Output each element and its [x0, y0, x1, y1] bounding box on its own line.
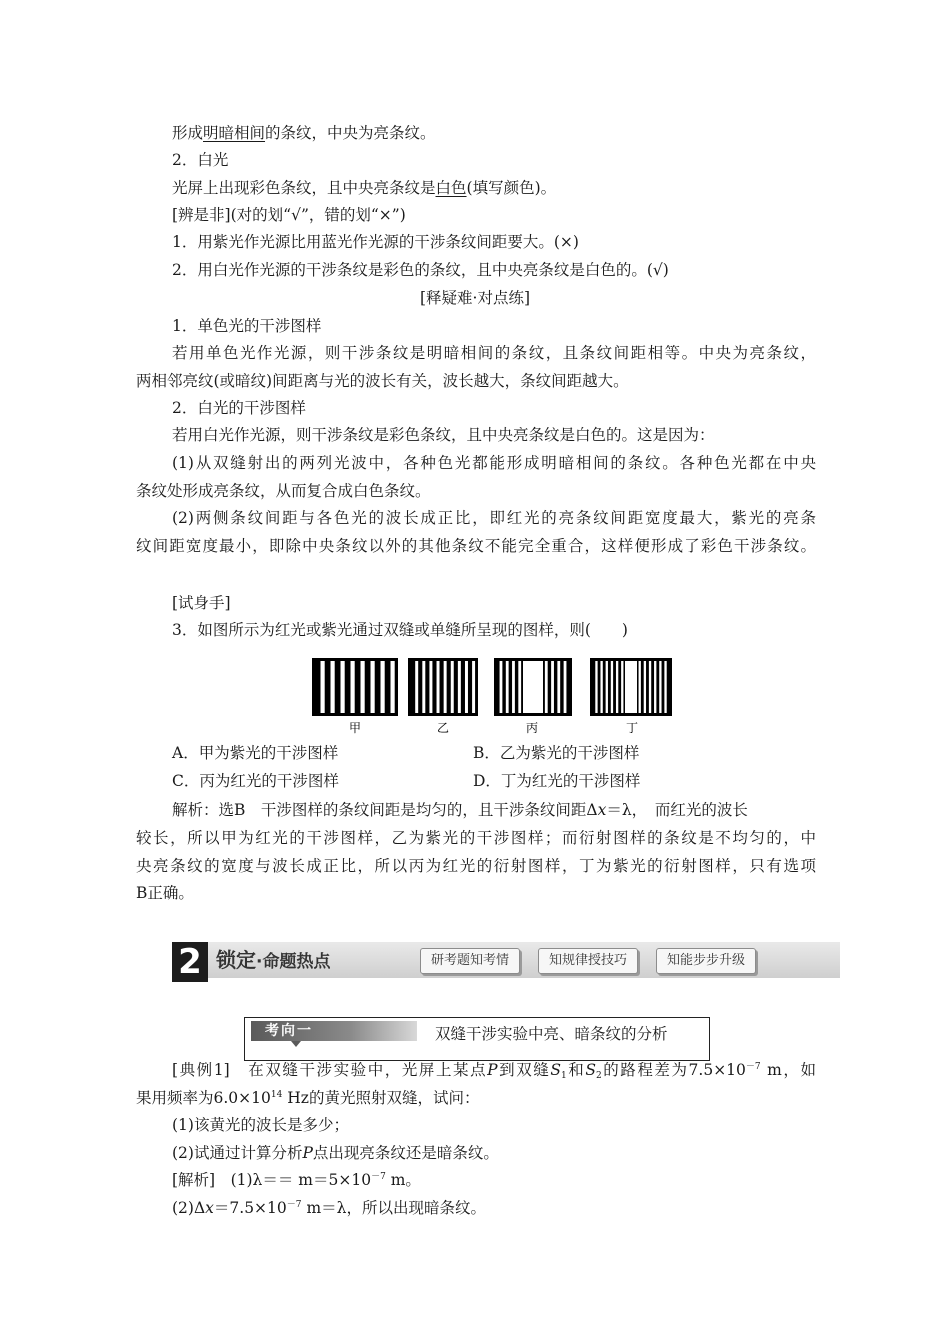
text: m。 — [385, 1171, 421, 1189]
solution-line-2 — [172, 1197, 486, 1219]
tag-pointer — [291, 1041, 301, 1047]
text: (填写颜色)。 — [466, 179, 557, 197]
bright-fringe — [422, 661, 425, 713]
example-question-1: (1)该黄光的波长是多少； — [172, 1116, 349, 1134]
bright-fringe — [371, 661, 375, 713]
example-line-2 — [136, 1087, 479, 1109]
bright-fringe — [600, 661, 602, 713]
banner-tag-3: 知能步步升级 — [656, 948, 756, 974]
text: m＝λ，所以出现暗条纹。 — [301, 1199, 486, 1217]
math-var: S — [585, 1061, 596, 1079]
option-c: C．丙为红光的干涉图样 — [172, 772, 339, 790]
text: 的路程差为7.5×10 — [601, 1061, 746, 1079]
section-number: 2 — [172, 942, 208, 982]
explain-p2-line-4: (2)两侧条纹间距与各色光的波长成正比，即红光的亮条纹间距宽度最大，紫光的亮条 — [172, 509, 816, 527]
bright-fringe — [557, 661, 560, 713]
exponent: －7 — [745, 1062, 761, 1072]
text: 的条纹，中央为亮条纹。 — [265, 124, 436, 142]
option-a: A．甲为紫光的干涉图样 — [172, 744, 339, 762]
bright-fringe — [611, 661, 613, 713]
text: [典例1] 在双缝干涉实验中，光屏上某点 — [172, 1061, 488, 1079]
bright-fringe — [381, 661, 385, 713]
text: 形成 — [172, 124, 204, 142]
explain-p2-line-1: 若用白光作光源，则干涉条纹是彩色条纹，且中央亮条纹是白色的。这是因为： — [172, 426, 715, 444]
bright-fringe — [518, 661, 521, 713]
analysis-line-2: 较长，所以甲为红光的干涉图样，乙为紫光的干涉图样；而衍射图样的条纹是不均匀的，中 — [136, 829, 816, 847]
bright-fringe — [415, 661, 418, 713]
bright-fringe — [595, 661, 597, 713]
judge-item-2: 2．用白光作光源的干涉条纹是彩色的条纹，且中央亮条纹是白色的。(√) — [172, 261, 669, 279]
text: [解析] (1)λ＝＝ m＝5×10 — [172, 1171, 372, 1189]
central-bright-fringe — [625, 661, 637, 713]
bright-fringe — [649, 661, 651, 713]
bright-fringe — [606, 661, 608, 713]
label-yi: 乙 — [436, 721, 450, 735]
exponent: －7 — [371, 1172, 386, 1182]
fringe-pattern-ding — [590, 658, 672, 716]
fringe-patterns-figure — [312, 658, 676, 736]
text: m，如 — [760, 1061, 816, 1079]
text: 到双缝 — [497, 1061, 551, 1079]
intro-line-1 — [172, 122, 436, 144]
text: 和 — [566, 1061, 586, 1079]
banner-tag-2: 知规律授技巧 — [538, 948, 638, 974]
bright-fringe — [654, 661, 656, 713]
subscript: 1 — [560, 1071, 567, 1081]
banner-tag-1: 研考题知考情 — [420, 948, 520, 974]
title-main: 锁定 — [216, 948, 256, 972]
central-bright-fringe — [523, 661, 543, 713]
practice-question: 3．如图所示为红光或紫光通过双缝或单缝所呈现的图样，则( ) — [172, 621, 628, 639]
fringe-pattern-yi — [408, 658, 478, 716]
title-sub: ·命题热点 — [256, 952, 331, 972]
bright-fringe — [545, 661, 548, 713]
math-var: x — [597, 801, 607, 819]
example-line-1 — [172, 1059, 816, 1081]
subscript: 2 — [595, 1071, 602, 1081]
bright-fringe — [506, 661, 509, 713]
bright-fringe — [664, 661, 666, 713]
option-b: B．乙为紫光的干涉图样 — [473, 744, 640, 762]
bright-fringe — [321, 661, 325, 713]
topic-box — [244, 1017, 710, 1061]
math-var: x — [205, 1199, 214, 1217]
bright-fringe — [458, 661, 461, 713]
explain-p2-line-3: 条纹处形成亮条纹，从而复合成白色条纹。 — [136, 482, 431, 500]
topic-tag-label: 考向一 — [265, 1023, 313, 1039]
judge-item-1: 1．用紫光作光源比用蓝光作光源的干涉条纹间距要大。(×) — [172, 233, 579, 251]
pattern-frame — [312, 658, 398, 716]
exponent: －7 — [286, 1200, 302, 1210]
bright-fringe — [451, 661, 454, 713]
bright-fringe — [361, 661, 365, 713]
text: ＝λ， 而红光的波长 — [606, 801, 748, 819]
explain-p1-line-1: 若用单色光作光源，则干涉条纹是明暗相间的条纹，且条纹间距相等。中央为亮条纹， — [172, 344, 816, 362]
explain-p1-line-2: 两相邻亮纹(或暗纹)间距离与光的波长有关，波长越大，条纹间距越大。 — [136, 372, 629, 390]
bright-fringe — [616, 661, 618, 713]
text: ＝7.5×10 — [213, 1199, 287, 1217]
bright-fringe — [341, 661, 345, 713]
topic-tag — [251, 1021, 417, 1041]
bright-fringe — [351, 661, 355, 713]
bright-fringe — [391, 661, 395, 713]
section-title — [216, 942, 330, 978]
text: Hz的黄光照射双缝，试问： — [282, 1089, 480, 1107]
label-bing: 丙 — [525, 721, 539, 735]
solution-line-1 — [172, 1169, 421, 1191]
intro-subheading: 2．白光 — [172, 151, 229, 169]
bright-fringe — [639, 661, 641, 713]
bright-fringe — [500, 661, 503, 713]
analysis-line-3: 央亮条纹的宽度与波长成正比，所以丙为红光的衍射图样，丁为紫光的衍射图样，只有选项 — [136, 857, 816, 875]
label-jia: 甲 — [348, 721, 362, 735]
intro-line-3 — [172, 177, 556, 199]
explain-p2-line-5: 纹间距宽度最小，即除中央条纹以外的其他条纹不能完全重合，这样便形成了彩色干涉条纹。 — [136, 537, 816, 555]
label-ding: 丁 — [625, 721, 639, 735]
text: 点出现亮条纹还是暗条纹。 — [312, 1144, 499, 1162]
analysis-line-4: B正确。 — [136, 884, 194, 902]
bright-fringe — [621, 661, 623, 713]
text: 光屏上出现彩色条纹，且中央亮条纹是 — [172, 179, 436, 197]
practice-header: [试身手] — [172, 594, 231, 612]
underlined-answer: 白色 — [435, 179, 467, 197]
judge-header: [辨是非](对的划“√”，错的划“×”) — [172, 206, 406, 224]
section-banner — [172, 942, 840, 982]
fringe-pattern-jia — [312, 658, 398, 716]
example-question-2 — [172, 1142, 499, 1164]
bright-fringe — [512, 661, 515, 713]
bright-fringe — [564, 661, 567, 713]
option-d: D．丁为红光的干涉图样 — [473, 772, 641, 790]
explain-p2-line-2: (1)从双缝射出的两列光波中，各种色光都能形成明暗相间的条纹。各种色光都在中央 — [172, 454, 816, 472]
analysis-line-1 — [172, 799, 748, 821]
bright-fringe — [331, 661, 335, 713]
explain-p1-title: 1．单色光的干涉图样 — [172, 317, 322, 335]
text: (2)Δ — [172, 1199, 206, 1217]
text: (2)试通过计算分析 — [172, 1144, 303, 1162]
explain-header: [释疑难·对点练] — [419, 289, 531, 307]
underlined-answer: 明暗相间 — [203, 124, 266, 142]
text: 果用频率为6.0×10 — [136, 1089, 271, 1107]
topic-name: 双缝干涉实验中亮、暗条纹的分析 — [435, 1025, 668, 1043]
explain-p2-title: 2．白光的干涉图样 — [172, 399, 306, 417]
bright-fringe — [437, 661, 440, 713]
exponent: 14 — [270, 1090, 283, 1100]
bright-fringe — [659, 661, 661, 713]
bright-fringe — [551, 661, 554, 713]
bright-fringe — [429, 661, 432, 713]
math-var: S — [550, 1061, 561, 1079]
text: 解析：选B 干涉图样的条纹间距是均匀的，且干涉条纹间距Δ — [172, 801, 598, 819]
fringe-pattern-bing — [494, 658, 572, 716]
bright-fringe — [644, 661, 646, 713]
bright-fringe — [444, 661, 447, 713]
math-var: P — [302, 1144, 313, 1162]
math-var: P — [487, 1061, 498, 1079]
bright-fringe — [465, 661, 468, 713]
bright-fringe — [472, 661, 475, 713]
